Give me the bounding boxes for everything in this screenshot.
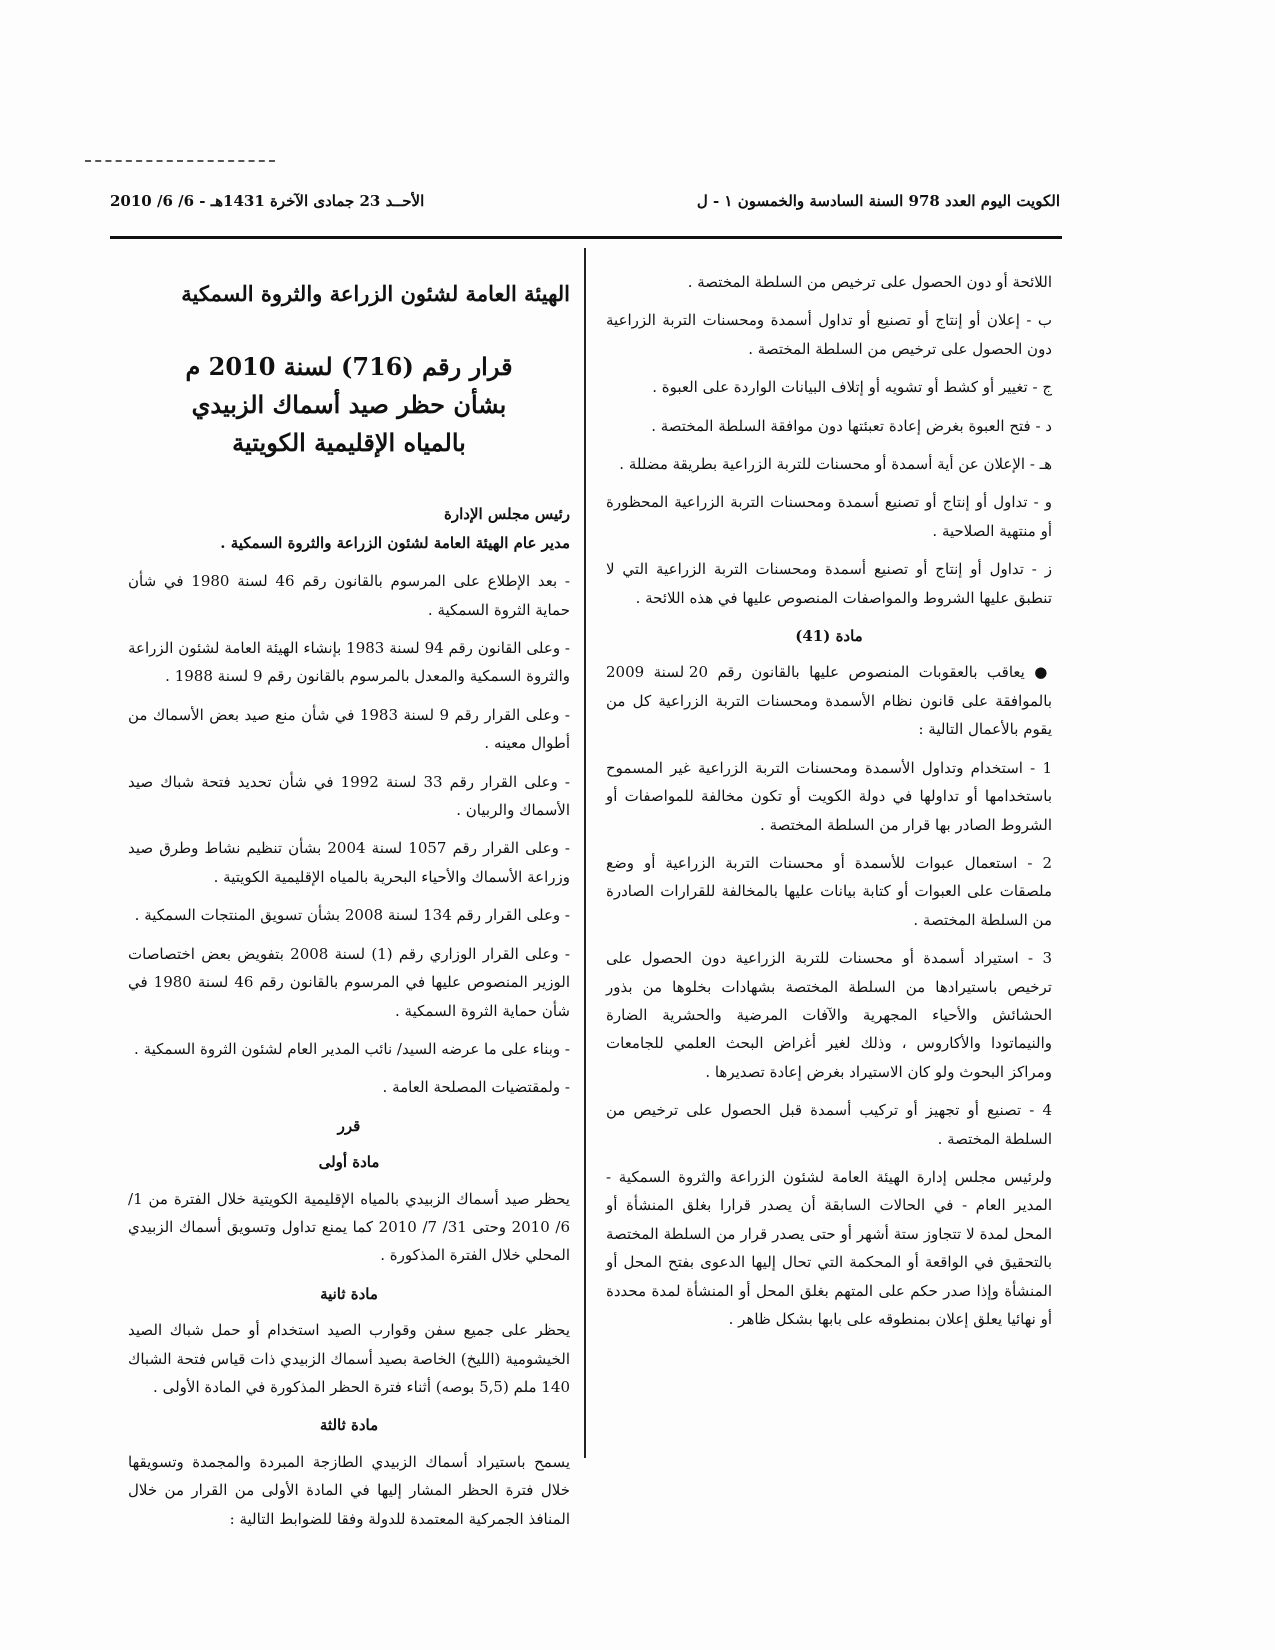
article-text: يسمح باستيراد أسماك الزبيدي الطازجة المبردة والمجمدة وتسويقها خلال فترة الحظر المشار إليها في المادة الأولى من القرار من خلال المنافذ الجمركية المعتمدة للدولة وفقا للضوابط التالية :	[128, 1452, 570, 1528]
decision-title-line: بالمياه الإقليمية الكويتية	[232, 428, 466, 458]
preamble-item: - بعد الإطلاع على المرسوم بالقانون رقم 46 لسنة 1980 في شأن حماية الثروة السمكية .	[128, 572, 571, 619]
article-heading: مادة ثالثة	[319, 1416, 379, 1435]
decision-title-line: بشأن حظر صيد أسماك الزبيدي	[191, 390, 507, 420]
decision-title-line: قرار رقم (716) لسنة 2010 م	[185, 352, 513, 382]
header-date: الأحــد 23 جمادى الآخرة 1431هـ - 6/ 6/ 2010	[110, 192, 425, 210]
preamble-item: - وبناء على ما عرضه السيد/ نائب المدير العام لشئون الثروة السمكية .	[134, 1039, 570, 1058]
right-column	[606, 268, 1052, 1343]
signer-subtitle: مدير عام الهيئة العامة لشئون الزراعة والثروة السمكية .	[220, 533, 570, 552]
paragraph: ز - تداول أو إنتاج أو تصنيع أسمدة ومحسنات التربة الزراعية التي لا تنطبق عليها الشروط والمواصفات المنصوص عليها في هذه اللائحة .	[606, 560, 1052, 607]
preamble-item: - وعلى القرار الوزاري رقم (1) لسنة 2008 بتفويض بعض اختصاصات الوزير المنصوص عليها في المرسوم بالقانون رقم 46 لسنة 1980 في شأن حماية الثروة السمكية .	[128, 944, 570, 1020]
header-issue-info: الكويت اليوم العدد 978 السنة السادسة والخمسون ١ - ل	[696, 192, 1060, 210]
article-heading: مادة أولى	[318, 1153, 380, 1172]
preamble-item: - وعلى القرار رقم 134 لسنة 2008 بشأن تسويق المنتجات السمكية .	[134, 906, 570, 925]
paragraph: هـ - الإعلان عن أية أسمدة أو محسنات للتربة الزراعية بطريقة مضللة .	[619, 455, 1052, 474]
article-text: يحظر صيد أسماك الزبيدي بالمياه الإقليمية الكويتية خلال الفترة من 1/ 6/ 2010 وحتى 31/ 7/ 2010 كما يمنع تداول وتسويق أسماك الزبيدي المحلي خلال الفترة المذكورة .	[128, 1189, 570, 1265]
top-dashed-line	[85, 160, 275, 162]
article-item: 2 - استعمال عبوات للأسمدة أو محسنات التربة الزراعية أو وضع ملصقات على العبوات أو كتابة بيانات عليها بالمخالفة للقرارات الصادرة من السلطة المختصة .	[606, 853, 1052, 929]
preamble-item: - وعلى القرار رقم 9 لسنة 1983 في شأن منع صيد بعض الأسماك من أطوال معينه .	[128, 705, 570, 753]
paragraph: ج - تغيير أو كشط أو تشويه أو إتلاف البيانات الواردة على العبوة .	[652, 378, 1052, 397]
article-item: 4 - تصنيع أو تجهيز أو تركيب أسمدة قبل الحصول على ترخيص من السلطة المختصة .	[606, 1101, 1052, 1148]
preamble-item: - وعلى القرار رقم 1057 لسنة 2004 بشأن تنظيم نشاط وطرق صيد وزراعة الأسماك والأحياء البحرية بالمياه الإقليمية الكويتية .	[128, 839, 570, 886]
page-header	[110, 192, 1060, 224]
agency-title: الهيئة العامة لشئون الزراعة والثروة السمكية	[181, 281, 570, 306]
paragraph: اللائحة أو دون الحصول على ترخيص من السلطة المختصة .	[687, 273, 1052, 291]
article-intro: ● يعاقب بالعقوبات المنصوص عليها بالقانون رقم 20 لسنة 2009 بالموافقة على قانون نظام الأسمدة ومحسنات التربة الزراعية كل من يقوم بالأعمال التالية :	[606, 663, 1052, 739]
article-item: 3 - استيراد أسمدة أو محسنات للتربة الزراعية دون الحصول على ترخيص باستيرادها من السلطة المختصة بشهادات بخلوها من بذور الحشائش والأحياء المجهرية والآفات المرضية والحشرية الضارة والنيماتودا والأكاروس ، وذلك لغير أغراض البحث العلمي للجامعات ومراكز البحوث ولو كان الاستيراد بغرض إعادة تصديرها .	[606, 949, 1052, 1081]
left-column	[128, 280, 570, 1543]
column-divider	[584, 248, 586, 1458]
header-rule	[110, 236, 1062, 239]
article-item: 1 - استخدام وتداول الأسمدة ومحسنات التربة الزراعية غير المسموح باستخدامها أو تداولها في دولة الكويت أو تكون مخالفة للمواصفات أو الشروط الصادر بها قرار من السلطة المختصة .	[606, 758, 1052, 834]
article-text: يحظر على جميع سفن وقوارب الصيد استخدام أو حمل شباك الصيد الخيشومية (الليخ) الخاصة بصيد أسماك الزبيدي ذات قياس فتحة الشباك 140 ملم (5,5 بوصه) أثناء فترة الحظر المذكورة في المادة الأولى .	[128, 1321, 570, 1396]
preamble-item: - ولمقتضيات المصلحة العامة .	[382, 1078, 570, 1097]
signer-title: رئيس مجلس الإدارة	[444, 505, 570, 524]
paragraph: ب - إعلان أو إنتاج أو تصنيع أو تداول أسمدة ومحسنات التربة الزراعية دون الحصول على ترخيص من السلطة المختصة .	[606, 311, 1052, 358]
article-heading: مادة ثانية	[320, 1284, 378, 1303]
paragraph: د - فتح العبوة بغرض إعادة تعبئتها دون موافقة السلطة المختصة .	[651, 416, 1052, 435]
decided-heading: قرر	[337, 1116, 361, 1135]
paragraph: و - تداول أو إنتاج أو تصنيع أسمدة ومحسنات التربة الزراعية المحظورة أو منتهية الصلاحية .	[606, 493, 1052, 540]
preamble-item: - وعلى القانون رقم 94 لسنة 1983 بإنشاء الهيئة العامة لشئون الزراعة والثروة السمكية والمعدل بالمرسوم بالقانون رقم 9 لسنة 1988 .	[128, 639, 571, 686]
decision-title	[128, 348, 570, 462]
closing-paragraph: ولرئيس مجلس إدارة الهيئة العامة لشئون الزراعة والثروة السمكية - المدير العام - في الحالات السابقة أن يصدر قرارا بغلق المنشأة أو المحل لمدة لا تتجاوز ستة أشهر أو حتى يصدر قرار من السلطة المختصة بالتحقيق في الواقعة أو المحكمة التي تحال إليها الدعوى بفتح المحل أو المنشأة وإذا صدر حكم على المتهم بغلق المحل أو المنشأة لمدة محددة أو نهائيا يعلق إعلان بمنطوقه على بابها بشكل ظاهر .	[606, 1167, 1052, 1328]
article-heading: مادة (41)	[795, 627, 863, 646]
preamble-item: - وعلى القرار رقم 33 لسنة 1992 في شأن تحديد فتحة شباك صيد الأسماك والربيان .	[128, 772, 570, 820]
